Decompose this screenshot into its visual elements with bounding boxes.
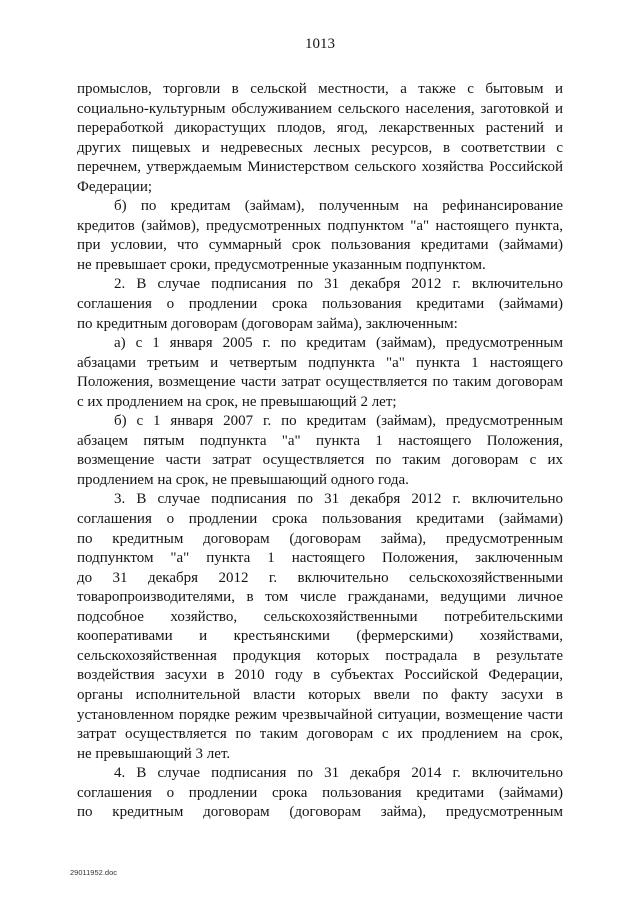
paragraph — [77, 490, 563, 764]
text-line: б) по кредитам (займам), полученным на рефинансирование — [114, 198, 563, 215]
text-line: по кредитным договорам (договорам займа), заключенным: — [77, 315, 458, 332]
text-line: соглашения о продлении срока пользования кредитами (займами) — [77, 296, 563, 313]
text-line: перечнем, утверждаемым Министерством сельского хозяйства Российской — [77, 159, 563, 176]
text-line: не превышающий 3 лет. — [77, 745, 231, 762]
text-line: по кредитным договорам (договорам займа), предусмотренным — [77, 530, 563, 547]
text-line: органы исполнительной власти которых ввели по факту засухи в — [77, 686, 563, 703]
text-line: абзацем пятым подпункта "а" пункта 1 настоящего Положения, — [77, 432, 563, 449]
page-number: 1013 — [305, 36, 335, 52]
text-line: социально-культурным обслуживанием сельского населения, заготовкой и — [77, 100, 563, 117]
text-line: по кредитным договорам (договорам займа), предусмотренным — [77, 804, 563, 821]
text-line: Положения, возмещение части затрат осуществляется по таким договорам — [77, 374, 563, 391]
text-line: при условии, что суммарный срок пользования кредитами (займами) — [77, 237, 563, 254]
text-line: возмещение части затрат осуществляется по таким договорам с их — [77, 452, 563, 469]
text-line: продлением на срок, не превышающий одного года. — [77, 471, 409, 488]
text-line: Федерации; — [77, 178, 153, 195]
text-line: кредитов (займов), предусмотренных подпунктом "а" настоящего пункта, — [77, 217, 563, 234]
text-line: с их продлением на срок, не превышающий 2 лет; — [77, 393, 397, 410]
paragraph — [77, 275, 563, 334]
text-line: соглашения о продлении срока пользования кредитами (займами) — [77, 511, 563, 528]
text-line: воздействия засухи в 2010 году в субъектах Российской Федерации, — [77, 667, 563, 684]
paragraph — [77, 412, 563, 490]
text-line: товаропроизводителями, в том числе гражданами, ведущими личное — [77, 589, 563, 606]
footer-file-name: 29011952.doc — [70, 868, 117, 877]
text-line: затрат осуществляется по таким договорам с их продлением на срок, — [77, 726, 563, 743]
text-line: сельскохозяйственная продукция которых пострадала в результате — [77, 647, 563, 664]
paragraph — [77, 80, 563, 197]
text-line: а) с 1 января 2005 г. по кредитам (займам), предусмотренным — [114, 335, 563, 352]
text-line: не превышает сроки, предусмотренные указанным подпунктом. — [77, 256, 486, 273]
text-line: 2. В случае подписания по 31 декабря 2012 г. включительно — [114, 276, 563, 293]
text-line: промыслов, торговли в сельской местности, а также с бытовым и — [77, 81, 563, 97]
text-line: абзацами третьим и четвертым подпункта "а" пункта 1 настоящего — [77, 354, 563, 371]
text-line: установленном порядке режим чрезвычайной ситуации, возмещение части — [77, 706, 563, 723]
text-line: 3. В случае подписания по 31 декабря 2012 г. включительно — [114, 491, 563, 508]
text-line: б) с 1 января 2007 г. по кредитам (займам), предусмотренным — [114, 413, 563, 430]
text-line: других пищевых и недревесных лесных ресурсов, в соответствии с — [77, 139, 563, 156]
document-body — [77, 80, 563, 823]
text-line: кооперативами и крестьянскими (фермерскими) хозяйствами, — [77, 628, 563, 645]
text-line: до 31 декабря 2012 г. включительно сельскохозяйственными — [77, 569, 563, 586]
paragraph — [77, 197, 563, 275]
text-line: подпунктом "а" пункта 1 настоящего Положения, заключенным — [77, 550, 563, 567]
paragraph — [77, 764, 563, 823]
paragraph — [77, 334, 563, 412]
text-line: подсобное хозяйство, сельскохозяйственными потребительскими — [77, 608, 563, 625]
text-line: 4. В случае подписания по 31 декабря 2014 г. включительно — [114, 765, 563, 782]
text-line: соглашения о продлении срока пользования кредитами (займами) — [77, 784, 563, 801]
text-line: переработкой дикорастущих плодов, ягод, лекарственных растений и — [77, 120, 563, 137]
